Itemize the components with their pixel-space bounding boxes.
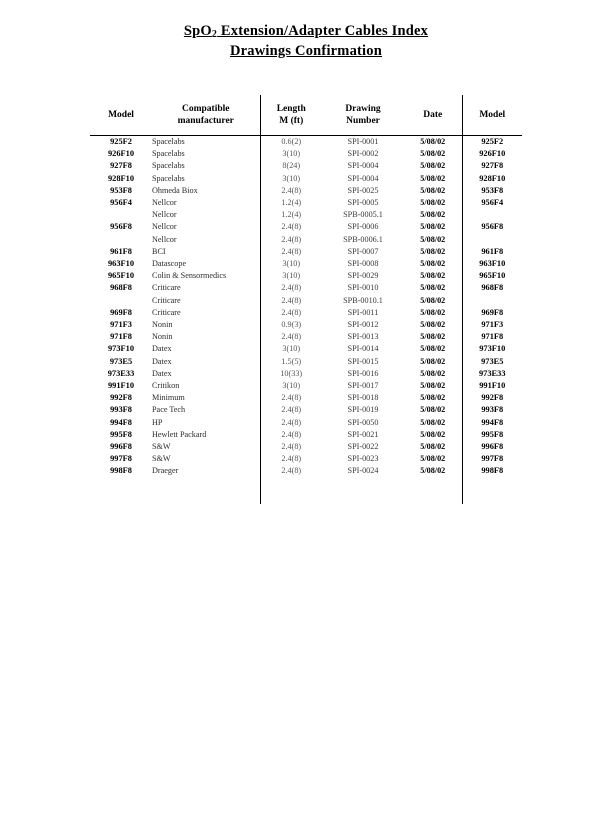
cell-date: 5/08/02 (404, 258, 462, 270)
cell-model-left: 968F8 (110, 283, 132, 293)
cell-length: 1.2(4) (260, 209, 322, 221)
cell-model-right: 968F8 (481, 283, 504, 293)
cell-manufacturer: Draeger (152, 466, 179, 476)
cell-date: 5/08/02 (404, 234, 462, 246)
column-header-manufacturer-line2: manufacturer (177, 116, 234, 126)
cell-drawing-number: SPI-0001 (347, 137, 379, 146)
cell-drawing-number: SPI-0014 (347, 344, 379, 354)
cell-model-left: 973F10 (107, 344, 135, 354)
cell-drawing-number: SPI-0008 (347, 259, 379, 269)
cell-drawing-number: SPB-0006.1 (343, 234, 383, 244)
document-title-line-1 (0, 22, 612, 42)
footer-cell-3 (260, 478, 322, 504)
cell-length: 2.4(8) (260, 246, 322, 258)
cell-length: 2.4(8) (260, 392, 322, 404)
cell-length: 0.6(2) (260, 136, 322, 149)
cell-drawing-number: SPI-0018 (347, 393, 379, 403)
cell-model-left (90, 295, 152, 307)
footer-cell-4 (322, 478, 404, 504)
table-row (90, 160, 522, 172)
cell-model-left: 997F8 (110, 454, 132, 464)
cell-manufacturer: Spacelabs (152, 137, 185, 146)
cell-drawing-number: SPI-0029 (347, 271, 379, 281)
footer-cell-2 (152, 478, 260, 504)
cell-model-left (90, 234, 152, 246)
table-row (90, 429, 522, 441)
table-row (90, 173, 522, 185)
title-rest-text: Extension/Adapter Cables Index (217, 23, 429, 39)
table-row (90, 331, 522, 343)
column-header-length (260, 95, 322, 135)
cell-model-right: 973E33 (478, 368, 506, 378)
table-body (90, 136, 522, 478)
cell-model-right: 965F10 (479, 271, 506, 281)
table-row (90, 465, 522, 477)
cell-date: 5/08/02 (404, 160, 462, 172)
table-row (90, 453, 522, 465)
cell-manufacturer: Datex (152, 368, 172, 378)
cell-drawing-number: SPI-0010 (347, 283, 379, 293)
cell-drawing-number: SPI-0016 (347, 368, 379, 378)
cell-length: 3(10) (260, 258, 322, 270)
cell-manufacturer: Colin & Sensormedics (152, 271, 227, 281)
cell-manufacturer: Nonin (152, 332, 173, 342)
cell-manufacturer: BCI (152, 246, 166, 256)
cell-model-left: 925F2 (110, 137, 132, 146)
cell-drawing-number: SPI-0002 (347, 149, 379, 159)
cell-manufacturer: Nellcor (152, 210, 177, 220)
cell-manufacturer: Spacelabs (152, 149, 185, 159)
cell-model-right: 961F8 (481, 246, 504, 256)
cell-model-left: 973E5 (109, 356, 133, 366)
cell-date: 5/08/02 (404, 221, 462, 233)
cell-model-left: 953F8 (110, 185, 132, 195)
cell-drawing-number: SPI-0022 (347, 442, 379, 452)
table-row (90, 441, 522, 453)
cell-model-left: 994F8 (110, 417, 132, 427)
cell-model-left: 969F8 (110, 307, 132, 317)
cell-date: 5/08/02 (404, 136, 462, 149)
cell-length: 2.4(8) (260, 429, 322, 441)
cell-manufacturer: Datascope (152, 259, 187, 269)
cell-date: 5/08/02 (404, 246, 462, 258)
cell-date: 5/08/02 (404, 392, 462, 404)
table-row (90, 270, 522, 282)
cell-model-left: 993F8 (110, 405, 132, 415)
cell-date: 5/08/02 (404, 295, 462, 307)
cell-model-right: 956F4 (481, 198, 504, 208)
cell-model-right: 926F10 (479, 149, 506, 159)
cell-length: 2.4(8) (260, 404, 322, 416)
cell-length: 2.4(8) (260, 282, 322, 294)
cell-model-right: 997F8 (481, 454, 504, 464)
cell-model-right (462, 295, 522, 307)
cell-length: 2.4(8) (260, 465, 322, 477)
cell-drawing-number: SPI-0050 (347, 417, 379, 427)
cell-length: 8(24) (260, 160, 322, 172)
cell-drawing-number: SPI-0021 (347, 429, 379, 439)
cell-length: 1.2(4) (260, 197, 322, 209)
cell-model-right: 927F8 (481, 161, 504, 171)
cell-manufacturer: Pace Tech (152, 405, 186, 415)
cell-length: 2.4(8) (260, 295, 322, 307)
table-row (90, 148, 522, 160)
cell-date: 5/08/02 (404, 429, 462, 441)
cell-manufacturer: Critikon (152, 381, 180, 391)
cell-model-left (90, 209, 152, 221)
cell-model-right: 992F8 (481, 393, 504, 403)
table-row (90, 136, 522, 149)
cell-manufacturer: Datex (152, 344, 172, 354)
footer-cell-1 (90, 478, 152, 504)
cell-manufacturer: Spacelabs (152, 173, 185, 183)
cell-length: 2.4(8) (260, 307, 322, 319)
table-row (90, 209, 522, 221)
table-row (90, 295, 522, 307)
cell-model-left: 971F8 (110, 332, 132, 342)
cell-model-left: 991F10 (107, 381, 135, 391)
cell-length: 3(10) (260, 380, 322, 392)
column-header-manufacturer-line1: Compatible (182, 104, 230, 114)
cell-model-left: 963F10 (107, 259, 135, 269)
table-row (90, 319, 522, 331)
cell-model-left: 961F8 (110, 246, 132, 256)
cell-date: 5/08/02 (404, 282, 462, 294)
cell-model-right: 991F10 (479, 381, 506, 391)
cables-index-table (90, 95, 522, 504)
cell-length: 2.4(8) (260, 185, 322, 197)
title-subscript-2: 2 (211, 29, 218, 40)
cell-drawing-number: SPI-0004 (347, 173, 379, 183)
footer-cell-5 (404, 478, 462, 504)
table-row (90, 380, 522, 392)
cell-date: 5/08/02 (404, 209, 462, 221)
table-row (90, 234, 522, 246)
cell-length: 2.4(8) (260, 417, 322, 429)
cell-model-right (462, 209, 522, 221)
cell-model-left: 927F8 (110, 161, 132, 171)
cell-drawing-number: SPI-0017 (347, 381, 379, 391)
cell-drawing-number: SPI-0007 (347, 246, 379, 256)
table-row (90, 417, 522, 429)
cell-drawing-number: SPI-0011 (347, 307, 379, 317)
cell-model-right: 998F8 (481, 466, 504, 476)
cell-date: 5/08/02 (404, 197, 462, 209)
cell-model-right: 995F8 (481, 429, 504, 439)
cell-date: 5/08/02 (404, 441, 462, 453)
cell-length: 3(10) (260, 343, 322, 355)
cell-drawing-number: SPI-0005 (347, 198, 379, 208)
cell-manufacturer: Nellcor (152, 198, 177, 208)
table-row (90, 404, 522, 416)
cell-length: 1.5(5) (260, 356, 322, 368)
cell-manufacturer: S&W (152, 454, 171, 464)
table-row (90, 282, 522, 294)
cell-manufacturer: HP (152, 417, 163, 427)
cell-date: 5/08/02 (404, 185, 462, 197)
table-row (90, 343, 522, 355)
cell-model-left: 971F3 (110, 320, 132, 330)
cell-length: 2.4(8) (260, 441, 322, 453)
cell-model-right: 973E5 (481, 356, 504, 366)
cell-length: 10(33) (260, 368, 322, 380)
cell-manufacturer: Criticare (152, 307, 181, 317)
column-header-date (404, 95, 462, 135)
column-header-manufacturer (152, 95, 260, 135)
cell-length: 3(10) (260, 148, 322, 160)
cell-model-left: 996F8 (110, 442, 132, 452)
column-header-drawing-line1: Drawing (345, 104, 381, 114)
cell-length: 2.4(8) (260, 331, 322, 343)
cell-model-right: 969F8 (481, 307, 504, 317)
cell-drawing-number: SPI-0023 (347, 454, 379, 464)
cell-drawing-number: SPI-0012 (347, 320, 379, 330)
table-row (90, 368, 522, 380)
cell-date: 5/08/02 (404, 331, 462, 343)
cell-model-left: 995F8 (110, 429, 132, 439)
cell-model-right: 971F8 (481, 332, 504, 342)
cell-date: 5/08/02 (404, 148, 462, 160)
cell-manufacturer: Datex (152, 356, 172, 366)
cell-model-right: 971F3 (481, 320, 504, 330)
cell-date: 5/08/02 (404, 465, 462, 477)
cell-drawing-number: SPI-0015 (347, 356, 379, 366)
cell-model-right: 928F10 (479, 173, 506, 183)
cell-manufacturer: Criticare (152, 295, 181, 305)
cell-model-right: 963F10 (479, 259, 506, 269)
cell-model-left: 998F8 (110, 466, 132, 476)
cell-date: 5/08/02 (404, 453, 462, 465)
cell-drawing-number: SPB-0010.1 (343, 295, 383, 305)
cell-model-right: 956F8 (481, 222, 504, 232)
cell-date: 5/08/02 (404, 343, 462, 355)
cell-date: 5/08/02 (404, 380, 462, 392)
column-header-model-left-line1: Model (108, 110, 134, 120)
cell-drawing-number: SPI-0006 (347, 222, 379, 232)
table-row (90, 356, 522, 368)
table-row (90, 258, 522, 270)
cell-manufacturer: Spacelabs (152, 161, 185, 171)
cell-date: 5/08/02 (404, 319, 462, 331)
cell-date: 5/08/02 (404, 356, 462, 368)
table-row (90, 185, 522, 197)
document-page (0, 22, 612, 814)
cell-model-right: 925F2 (481, 137, 504, 146)
document-title-block (0, 22, 612, 61)
title-spo-text: SpO (183, 23, 212, 39)
cell-date: 5/08/02 (404, 404, 462, 416)
document-title-line-2: Drawings Confirmation (229, 43, 383, 59)
cell-drawing-number: SPI-0019 (347, 405, 379, 415)
cell-date: 5/08/02 (404, 368, 462, 380)
cell-model-left: 928F10 (107, 173, 135, 183)
table-footer (90, 478, 522, 504)
cell-model-left: 956F8 (110, 222, 132, 232)
column-header-length-line1: Length (276, 104, 306, 114)
table-row (90, 221, 522, 233)
footer-cell-6 (462, 478, 522, 504)
column-header-length-line2: M (ft) (279, 116, 304, 126)
cell-date: 5/08/02 (404, 173, 462, 185)
cell-model-left: 956F4 (110, 198, 132, 208)
cell-date: 5/08/02 (404, 417, 462, 429)
table-row (90, 197, 522, 209)
cell-model-right (462, 234, 522, 246)
table-row (90, 392, 522, 404)
column-header-date-line1: Date (423, 110, 443, 120)
cell-manufacturer: Criticare (152, 283, 181, 293)
cell-date: 5/08/02 (404, 270, 462, 282)
column-header-drawing (322, 95, 404, 135)
cell-drawing-number: SPI-0004 (347, 161, 379, 171)
cell-model-right: 996F8 (481, 442, 504, 452)
cell-manufacturer: Nellcor (152, 234, 177, 244)
cell-manufacturer: Minimum (152, 393, 185, 403)
column-header-drawing-line2: Number (346, 116, 380, 126)
cell-model-left: 973E33 (107, 368, 135, 378)
cell-length: 2.4(8) (260, 221, 322, 233)
column-header-model-right-line1: Model (479, 110, 506, 120)
table-row (90, 307, 522, 319)
table-header (90, 95, 522, 136)
cell-manufacturer: Nonin (152, 320, 173, 330)
cell-model-right: 953F8 (481, 185, 504, 195)
cell-manufacturer: Hewlett Packard (152, 429, 207, 439)
column-header-model-right (462, 95, 522, 135)
cell-length: 3(10) (260, 270, 322, 282)
cell-model-left: 926F10 (107, 149, 135, 159)
cell-drawing-number: SPB-0005.1 (343, 210, 383, 220)
cell-manufacturer: Ohmeda Biox (152, 185, 198, 195)
cell-model-right: 994F8 (481, 417, 504, 427)
cell-drawing-number: SPI-0024 (347, 466, 379, 476)
cell-length: 2.4(8) (260, 234, 322, 246)
cell-length: 3(10) (260, 173, 322, 185)
cell-model-left: 965F10 (107, 271, 135, 281)
cell-length: 2.4(8) (260, 453, 322, 465)
cell-drawing-number: SPI-0025 (347, 185, 379, 195)
cell-length: 0.9(3) (260, 319, 322, 331)
cell-date: 5/08/02 (404, 307, 462, 319)
cell-manufacturer: Nellcor (152, 222, 177, 232)
cell-model-left: 992F8 (110, 393, 132, 403)
cell-drawing-number: SPI-0013 (347, 332, 379, 342)
cell-model-right: 973F10 (479, 344, 506, 354)
table-row (90, 246, 522, 258)
cell-manufacturer: S&W (152, 442, 171, 452)
column-header-model-left (90, 95, 152, 135)
cell-model-right: 993F8 (481, 405, 504, 415)
